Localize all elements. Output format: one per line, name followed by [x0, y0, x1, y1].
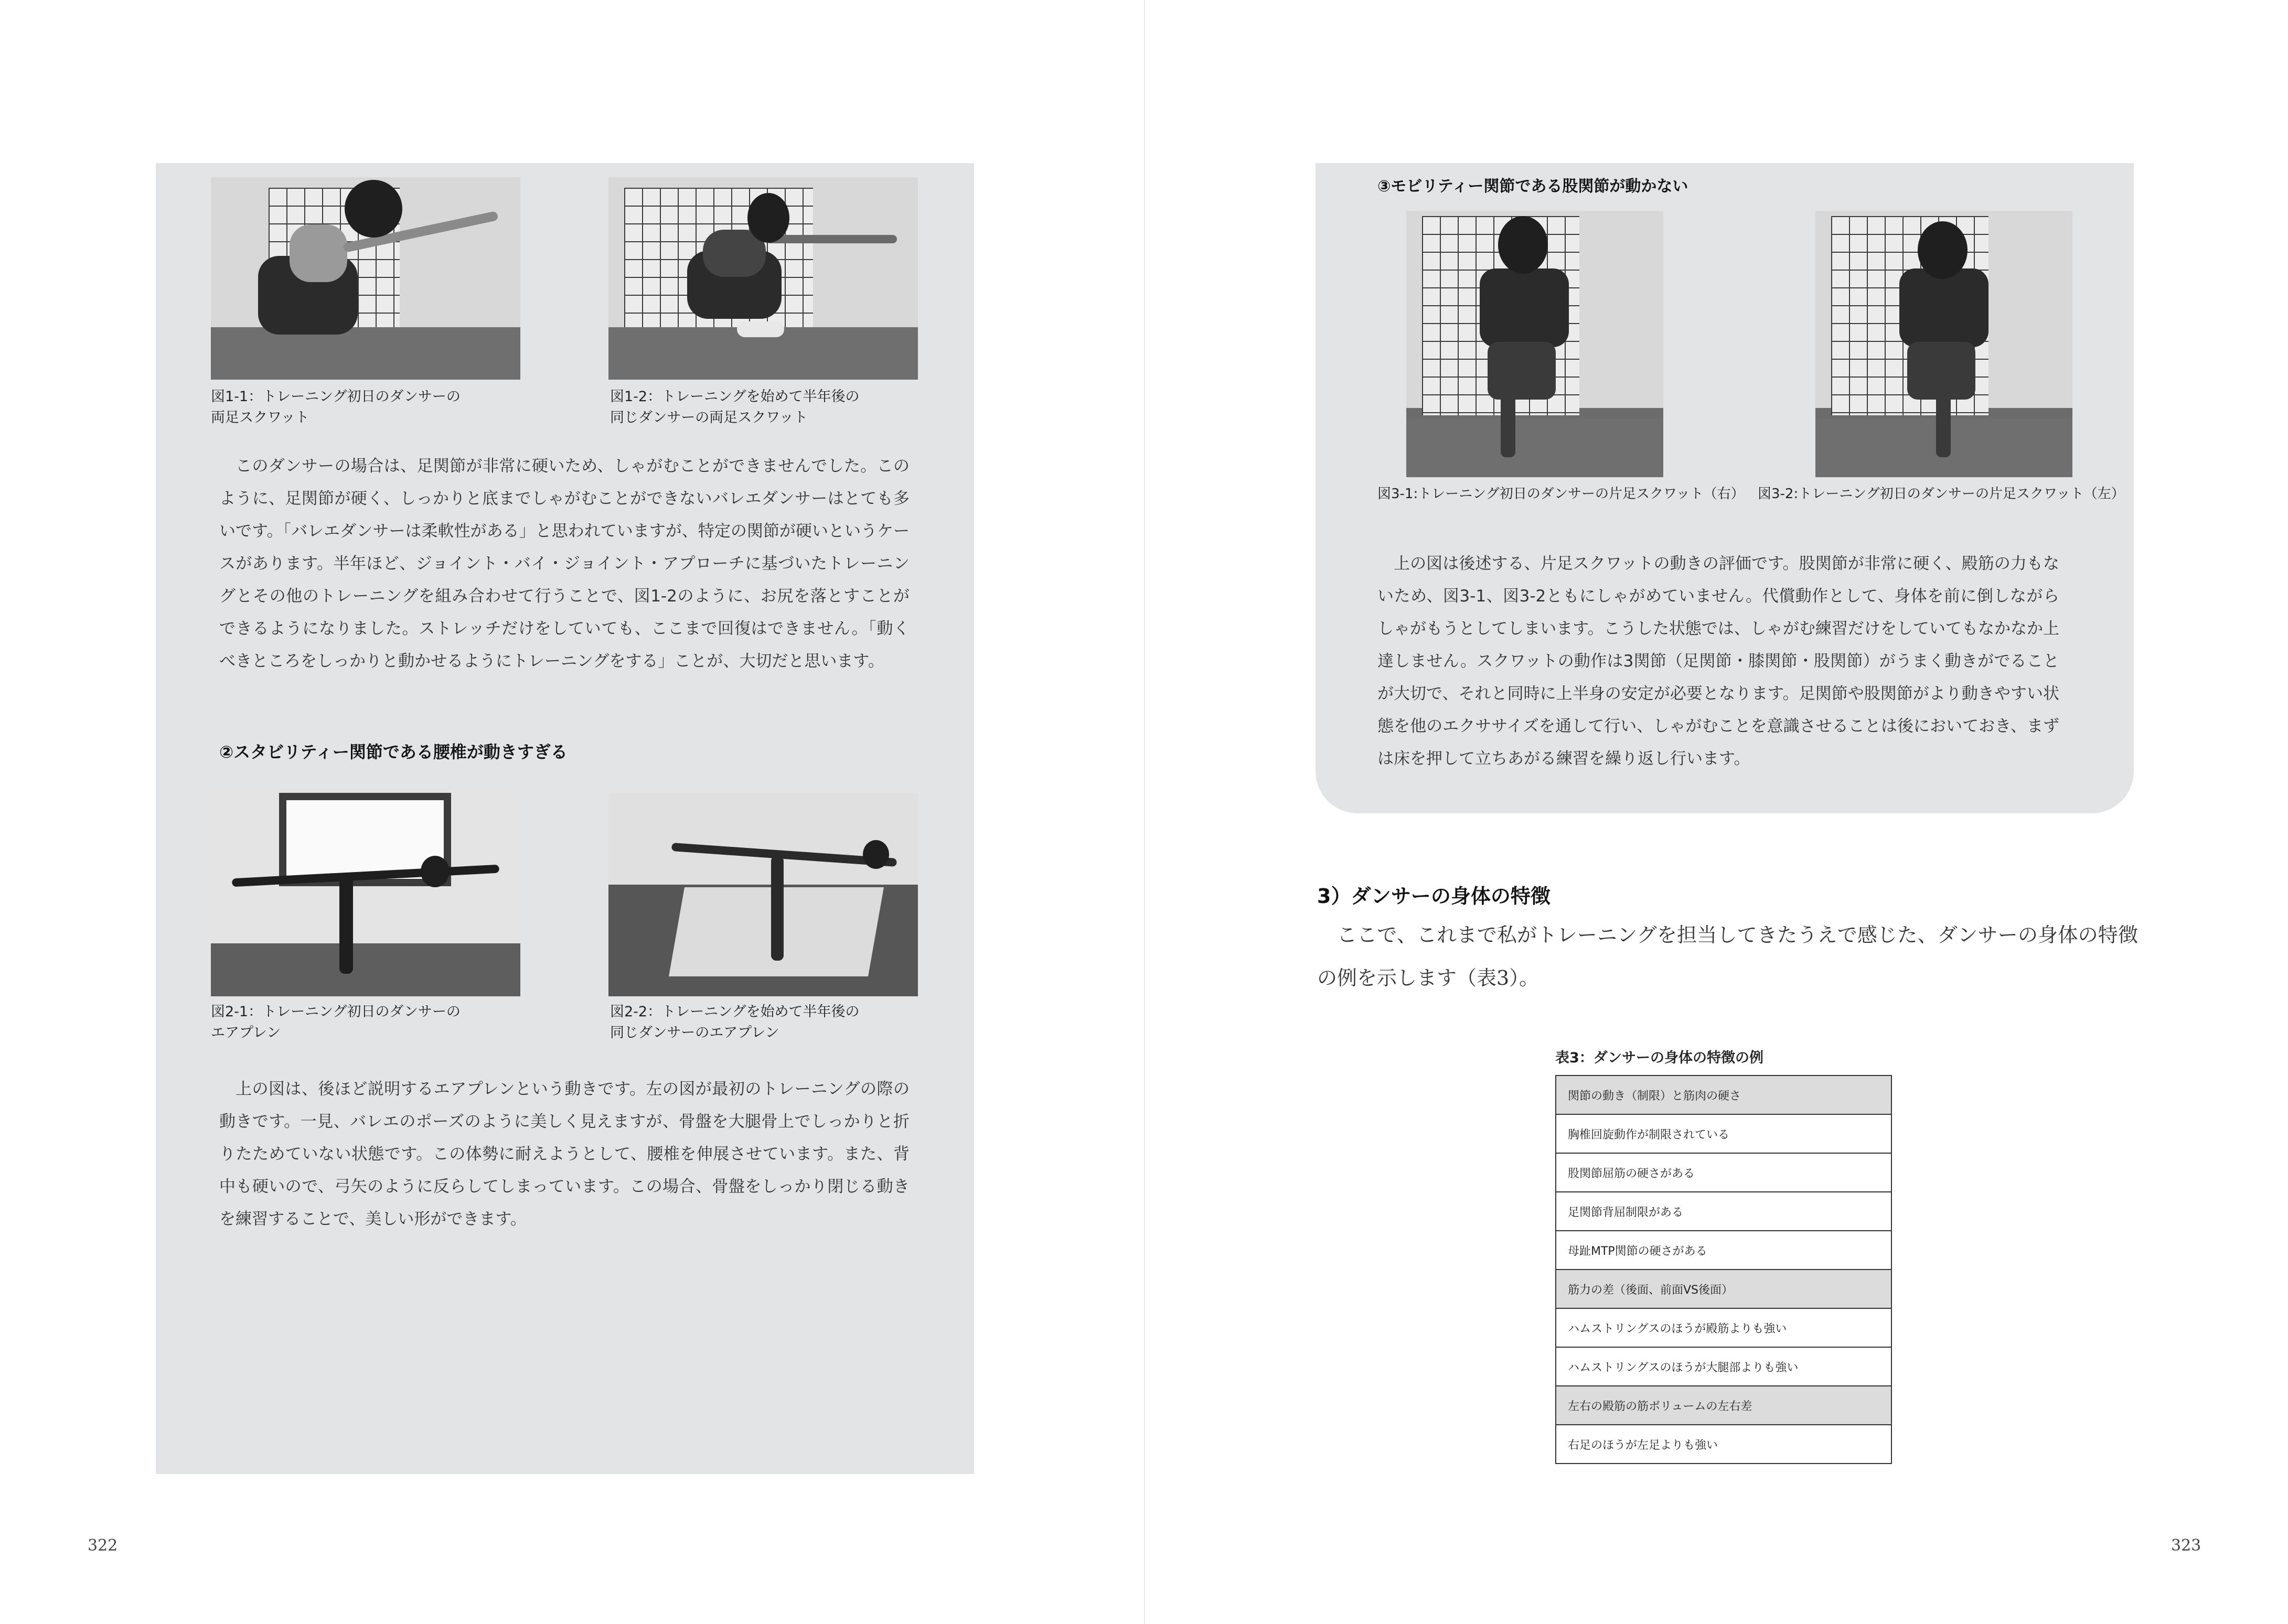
figure-3-2-photo — [1815, 211, 2072, 477]
table-3 — [1555, 1075, 1892, 1464]
table-row — [1556, 1308, 1891, 1347]
figure-2-1-photo — [211, 793, 520, 996]
paragraph-1: このダンサーの場合は、足関節が非常に硬いため、しゃがむことができませんでした。このように、足関節が硬く、しっかりと底までしゃがむことができないバレエダンサーはとても多いです。「バレエダンサーは柔軟性がある」と思われていますが、特定の関節が硬いというケースがあります。半年ほど、ジョイント・バイ・ジョイント・アプローチに基づいたトレーニングとその他のトレーニングを組み合わせて行うことで、図1-2のように、お尻を落とすことができるようになりました。ストレッチだけをしていても、ここまで回復はできません。「動くべきところをしっかりと動かせるようにトレーニングをする」ことが、大切だと思います。 — [219, 457, 910, 671]
heading-2: ②スタビリティー関節である腰椎が動きすぎる — [219, 742, 568, 762]
figure-2-1-caption: 図2-1：トレーニング初日のダンサーの エアプレン — [211, 1004, 461, 1041]
figure-1-1-caption: 図1-1：トレーニング初日のダンサーの 両足スクワット — [211, 389, 461, 426]
table-cell: 胸椎回旋動作が制限されている — [1556, 1114, 1891, 1153]
figure-1-1-photo — [211, 177, 520, 380]
table-row — [1556, 1425, 1891, 1464]
heading-3: ③モビリティー関節である股関節が動かない — [1377, 177, 1688, 196]
paragraph-3: 上の図は後述する、片足スクワットの動きの評価です。股関節が非常に硬く、殿筋の力もないため、図3-1、図3-2ともにしゃがめていません。代償動作として、身体を前に倒しながらしゃがもうとしてしまいます。こうした状態では、しゃがむ練習だけをしていてもなかなか上達しません。スクワットの動作は3関節（足関節・膝関節・股関節）がうまく動きがでることが大切で、それと同時に上半身の安定が必要となります。足関節や股関節がより動きやすい状態を他のエクササイズを通して行い、しゃがむことを意識させることは後においておき、まずは床を押して立ちあがる練習を繰り返し行います。 — [1377, 554, 2059, 768]
page-number-right: 323 — [2171, 1536, 2201, 1555]
section-heading: 3）ダンサーの身体の特徴 — [1317, 885, 1551, 908]
right-page — [1144, 0, 2288, 1624]
table-cell: 関節の動き（制限）と筋肉の硬さ — [1556, 1076, 1891, 1114]
table-row — [1556, 1153, 1891, 1192]
table-cell: 股関節屈筋の硬さがある — [1556, 1153, 1891, 1192]
page-number-left: 322 — [88, 1536, 118, 1555]
table-cell: 筋力の差（後面、前面VS後面） — [1556, 1270, 1891, 1308]
section-text: ここで、これまで私がトレーニングを担当してきたうえで感じた、ダンサーの身体の特徴の例を示します（表3）。 — [1317, 923, 2138, 990]
table-cell: 母趾MTP関節の硬さがある — [1556, 1231, 1891, 1270]
figure-3-2-caption: 図3-2:トレーニング初日のダンサーの片足スクワット（左） — [1758, 486, 2125, 502]
table-row — [1556, 1270, 1891, 1308]
table-row — [1556, 1386, 1891, 1425]
table-row — [1556, 1076, 1891, 1114]
table-cell: ハムストリングスのほうが殿筋よりも強い — [1556, 1308, 1891, 1347]
table-cell: 左右の殿筋の筋ボリュームの左右差 — [1556, 1386, 1891, 1425]
figure-3-1-caption: 図3-1:トレーニング初日のダンサーの片足スクワット（右） — [1377, 486, 1745, 502]
paragraph-2: 上の図は、後ほど説明するエアプレンという動きです。左の図が最初のトレーニングの際の動きです。一見、バレエのポーズのように美しく見えますが、骨盤を大腿骨上でしっかりと折りたためていない状態です。この体勢に耐えようとして、腰椎を伸展させています。また、背中も硬いので、弓矢のように反らしてしまっています。この場合、骨盤をしっかり閉じる動きを練習することで、美しい形ができます。 — [219, 1080, 910, 1229]
figure-1-2-caption: 図1-2：トレーニングを始めて半年後の 同じダンサーの両足スクワット — [610, 389, 860, 426]
figure-2-2-photo — [608, 793, 918, 996]
table-cell: 足関節背屈制限がある — [1556, 1192, 1891, 1231]
figure-2-2-caption: 図2-2：トレーニングを始めて半年後の 同じダンサーのエアプレン — [610, 1004, 860, 1041]
table-row — [1556, 1114, 1891, 1153]
figure-3-1-photo — [1406, 211, 1663, 477]
figure-1-2-photo — [608, 177, 918, 380]
table-cell: 右足のほうが左足よりも強い — [1556, 1425, 1891, 1464]
table-3-title: 表3：ダンサーの身体の特徴の例 — [1555, 1050, 1764, 1066]
table-row — [1556, 1347, 1891, 1386]
table-row — [1556, 1192, 1891, 1231]
table-row — [1556, 1231, 1891, 1270]
table-cell: ハムストリングスのほうが大腿部よりも強い — [1556, 1347, 1891, 1386]
